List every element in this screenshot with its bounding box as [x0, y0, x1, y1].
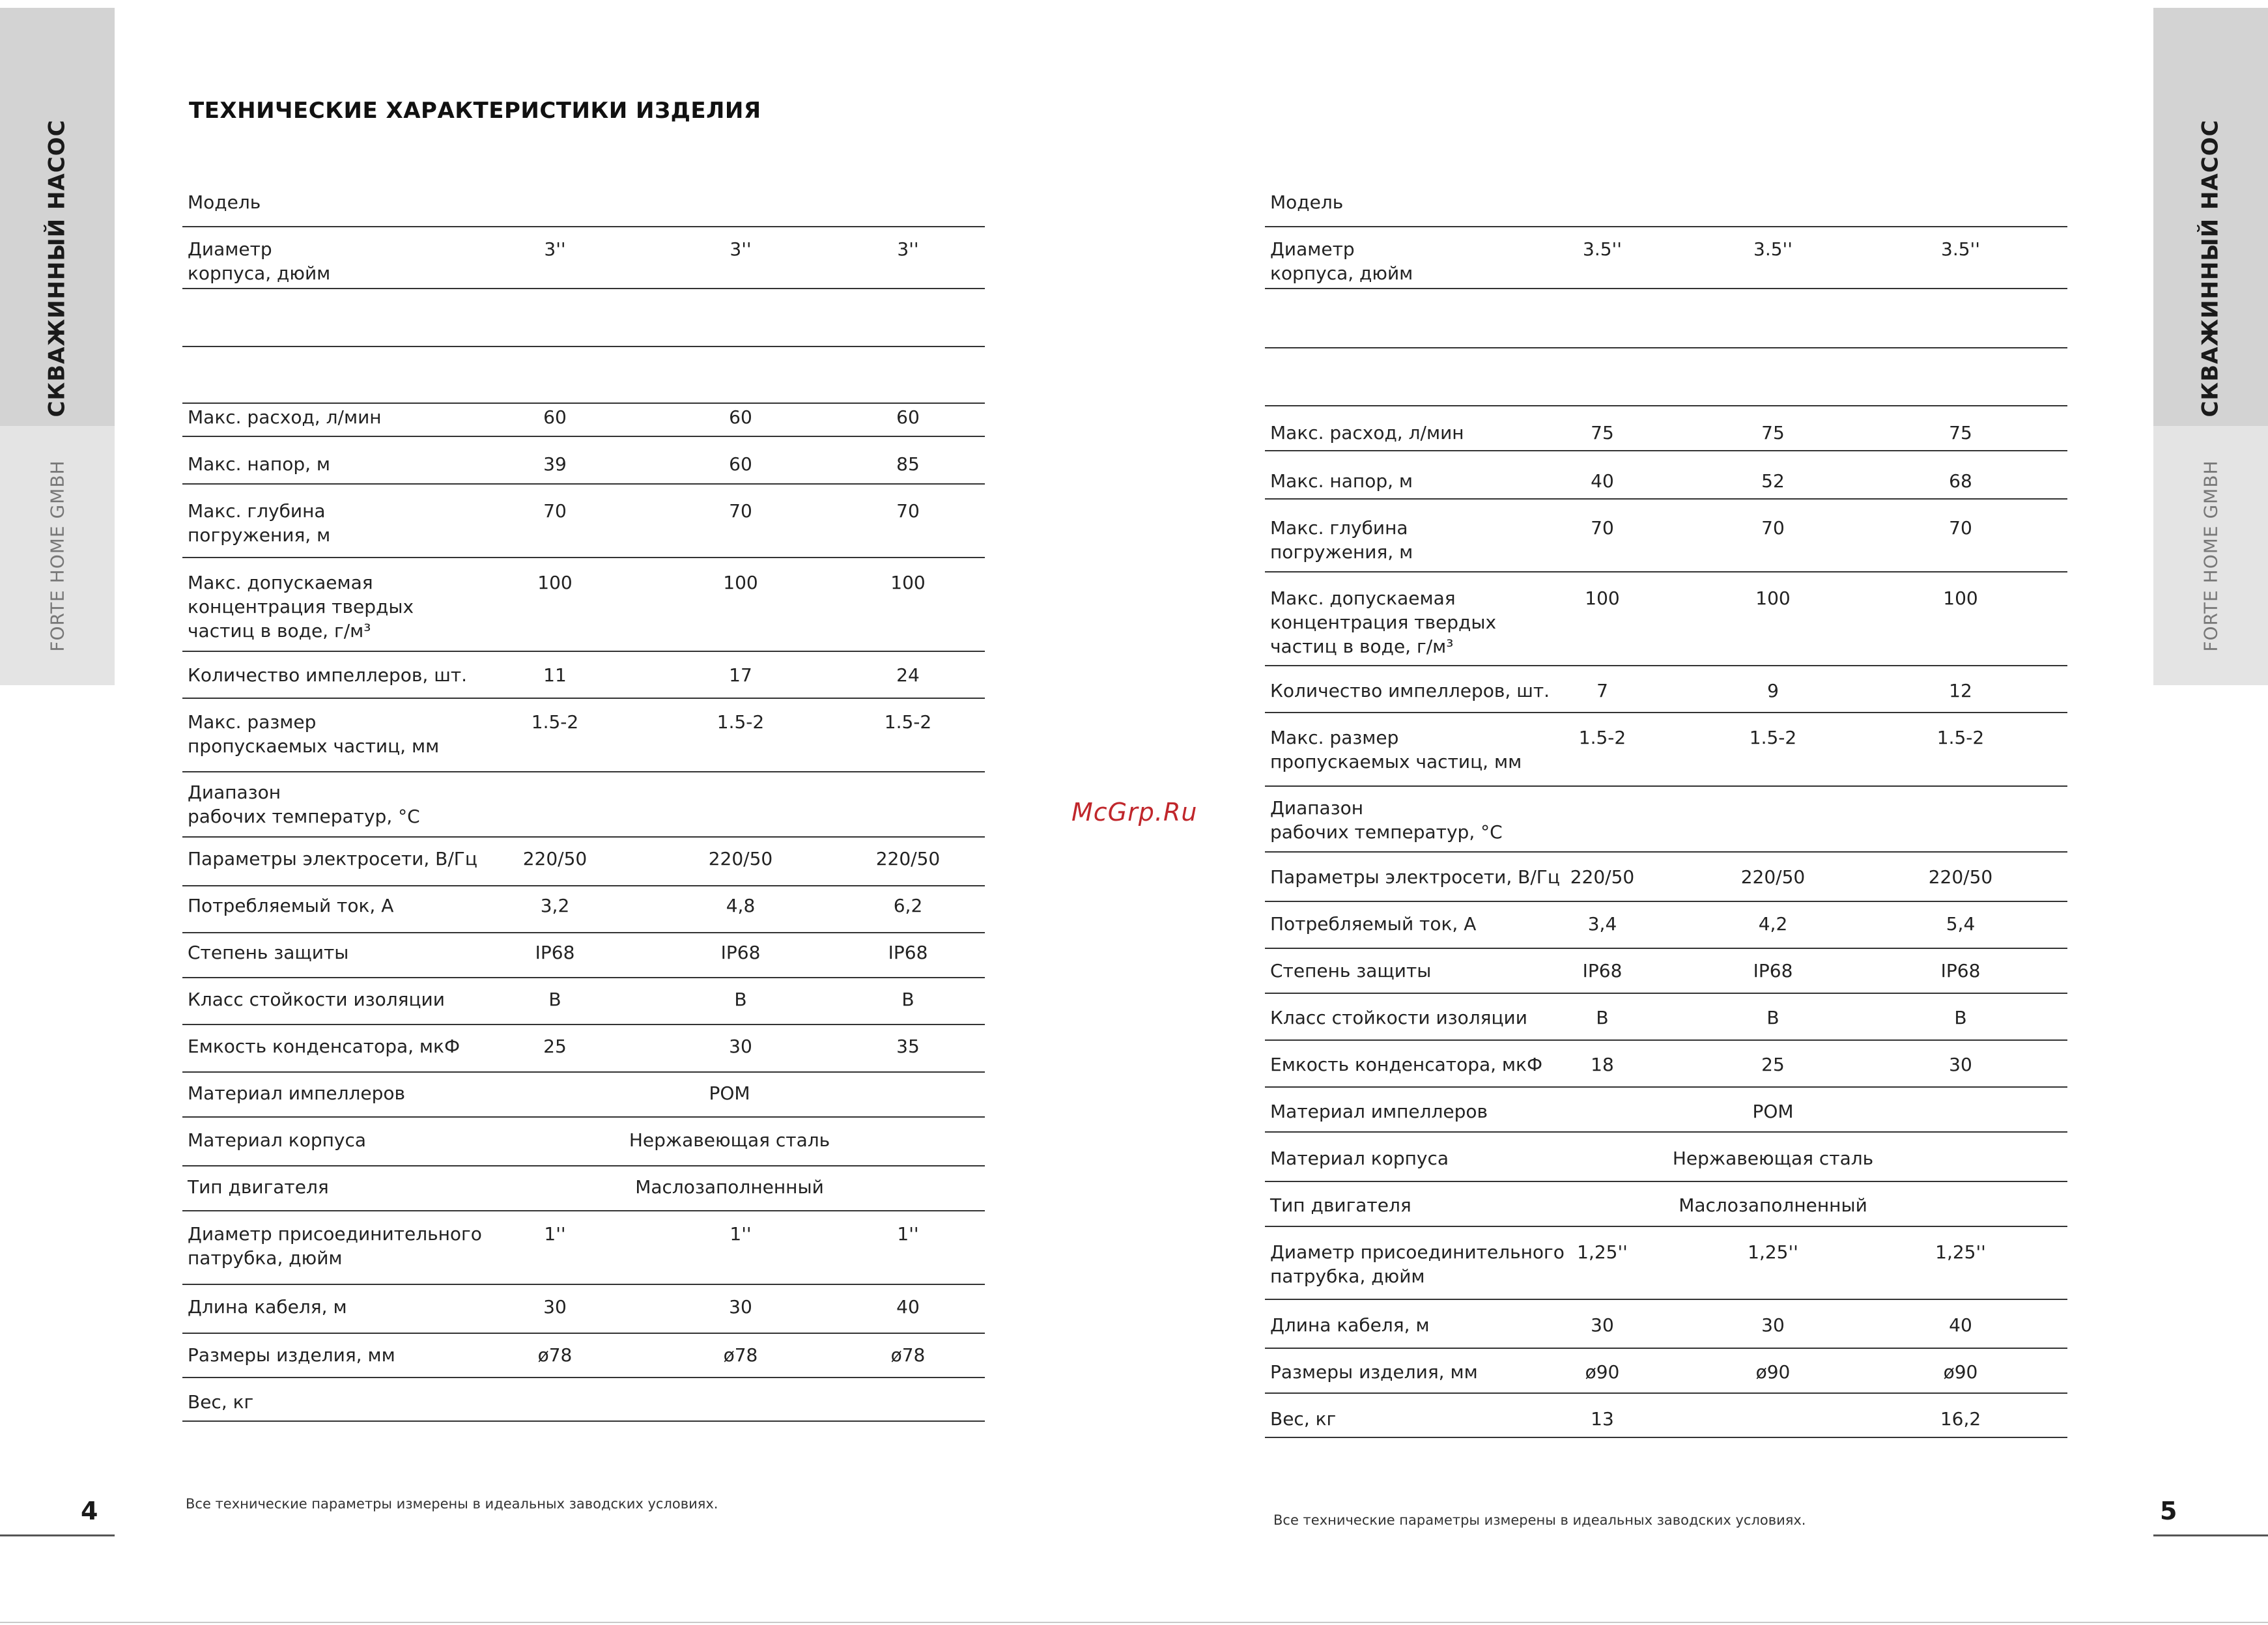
- spec-label: [1270, 586, 1496, 658]
- brand-label-right: FORTE HOME GMBH: [2200, 459, 2222, 652]
- spec-label-line: Степень защиты: [1270, 960, 1432, 982]
- spec-merged-value: Нержавеющая сталь: [629, 1129, 830, 1151]
- spec-value: 16,2: [1940, 1408, 1981, 1430]
- spec-value: IP68: [720, 942, 761, 963]
- spec-value: 75: [1949, 422, 1972, 444]
- spec-label-line: Диапазон: [1270, 797, 1364, 819]
- spec-value: 100: [537, 572, 573, 593]
- spec-value: 6,2: [893, 895, 923, 916]
- spec-value: 220/50: [708, 848, 773, 869]
- table-rule-left: [182, 1071, 985, 1073]
- spec-label-line: Тип двигателя: [188, 1176, 329, 1198]
- spec-value: 60: [729, 453, 752, 475]
- spec-label: [1270, 865, 1560, 889]
- spec-value: 25: [1761, 1054, 1785, 1075]
- spec-value: 25: [543, 1036, 567, 1057]
- spec-label-line: патрубка, дюйм: [1270, 1265, 1425, 1287]
- table-rule-left: [182, 977, 985, 978]
- spec-label-line: Диаметр: [188, 238, 272, 260]
- spec-value: 1.5-2: [884, 711, 932, 733]
- spec-label-line: Материал импеллеров: [1270, 1101, 1488, 1122]
- spec-value: 220/50: [875, 848, 941, 869]
- table-rule-left: [182, 1420, 985, 1422]
- spec-value: 70: [1761, 517, 1785, 539]
- spec-label-line: Диаметр: [1270, 238, 1355, 260]
- spec-label: [188, 1295, 347, 1319]
- table-rule-right: [1265, 571, 2067, 572]
- brand-label-left: FORTE HOME GMBH: [46, 459, 68, 652]
- spec-label: [1270, 912, 1476, 936]
- spec-label-line: концентрация твердых: [1270, 612, 1497, 633]
- spec-value: ø90: [1943, 1361, 1978, 1383]
- spec-label: [188, 1390, 253, 1414]
- table-rule-right: [1265, 901, 2067, 902]
- spec-value: B: [734, 989, 747, 1010]
- table-rule-left: [182, 288, 985, 289]
- spec-label: [188, 1081, 405, 1105]
- spec-value: 1.5-2: [1578, 727, 1626, 748]
- spec-label: [1270, 1146, 1449, 1170]
- table-rule-left: [182, 885, 985, 886]
- spec-label: [1270, 796, 1503, 844]
- spec-value: 5,4: [1946, 913, 1976, 935]
- spec-value: ø78: [890, 1344, 926, 1366]
- spec-value: 68: [1949, 470, 1972, 492]
- footnote-right: Все технические параметры измерены в идеальных заводских условиях.: [1273, 1512, 1806, 1528]
- spec-value: 52: [1761, 470, 1785, 492]
- spec-value: 1,25'': [1748, 1241, 1798, 1263]
- spec-label-line: Материал корпуса: [1270, 1148, 1449, 1169]
- spec-label: [1270, 237, 1413, 285]
- table-rule-right: [1265, 1437, 2067, 1438]
- spec-label-line: Тип двигателя: [1270, 1194, 1411, 1216]
- spec-value: 3'': [544, 238, 566, 260]
- spec-value: 35: [896, 1036, 920, 1057]
- spec-label: [188, 237, 330, 285]
- spec-value: B: [1766, 1007, 1779, 1028]
- spec-label: [188, 190, 261, 214]
- spec-value: 3'': [730, 238, 752, 260]
- table-rule-left: [182, 771, 985, 772]
- spec-merged-value: Маслозаполненный: [1679, 1194, 1867, 1216]
- table-rule-left: [182, 436, 985, 437]
- spec-label-line: Макс. допускаемая: [1270, 587, 1456, 609]
- spec-value: 3'': [897, 238, 919, 260]
- spec-label: [1270, 1006, 1527, 1030]
- spec-label: [1270, 679, 1550, 703]
- spec-label: [188, 499, 330, 547]
- table-rule-left: [182, 836, 985, 838]
- footnote-left: Все технические параметры измерены в идеальных заводских условиях.: [186, 1496, 718, 1512]
- spec-value: 70: [543, 500, 567, 522]
- spec-value: ø90: [1585, 1361, 1620, 1383]
- table-rule-right: [1265, 1392, 2067, 1394]
- spec-label: [188, 1175, 329, 1199]
- spec-value: 220/50: [1928, 866, 1993, 888]
- spec-value: 70: [1949, 517, 1972, 539]
- spec-label-line: Диаметр присоединительного: [1270, 1241, 1565, 1263]
- spec-value: 13: [1591, 1408, 1614, 1430]
- spec-value: 1'': [897, 1223, 919, 1245]
- spec-value: IP68: [888, 942, 928, 963]
- table-rule-right: [1265, 405, 2067, 406]
- spec-merged-value: Нержавеющая сталь: [1672, 1148, 1874, 1169]
- spec-label-line: погружения, м: [1270, 541, 1413, 563]
- spec-value: 1,25'': [1935, 1241, 1986, 1263]
- side-label-right: СКВАЖИННЫЙ НАСОС: [2198, 119, 2224, 417]
- spec-label: [1270, 469, 1413, 493]
- spec-value: 30: [729, 1036, 752, 1057]
- table-rule-right: [1265, 993, 2067, 994]
- bottom-rule: [0, 1622, 2268, 1623]
- spec-label-line: Макс. размер: [1270, 727, 1399, 748]
- spec-label-line: корпуса, дюйм: [188, 262, 331, 284]
- spec-value: 3.5'': [1941, 238, 1980, 260]
- spec-value: 12: [1949, 680, 1972, 701]
- table-rule-left: [182, 932, 985, 933]
- spec-label: [188, 1034, 460, 1058]
- spec-value: 1.5-2: [1749, 727, 1797, 748]
- table-rule-right: [1265, 1226, 2067, 1227]
- spec-value: 70: [729, 500, 752, 522]
- spec-label: [188, 452, 330, 476]
- spec-label: [188, 1128, 366, 1152]
- spec-label: [1270, 1407, 1336, 1431]
- spec-label: [1270, 726, 1522, 774]
- spec-merged-value: Маслозаполненный: [635, 1176, 824, 1198]
- spec-label-line: Емкость конденсатора, мкФ: [188, 1036, 461, 1057]
- spec-value: 30: [1761, 1314, 1785, 1336]
- spec-value: 1.5-2: [1936, 727, 1985, 748]
- spec-value: IP68: [1582, 960, 1623, 982]
- spec-label-line: корпуса, дюйм: [1270, 262, 1413, 284]
- spec-value: 75: [1591, 422, 1614, 444]
- table-rule-left: [182, 403, 985, 404]
- section-title: ТЕХНИЧЕСКИЕ ХАРАКТЕРИСТИКИ ИЗДЕЛИЯ: [189, 98, 761, 124]
- spec-label: [188, 1343, 395, 1367]
- spec-label: [188, 847, 477, 871]
- table-rule-right: [1265, 1348, 2067, 1349]
- spec-value: 100: [723, 572, 758, 593]
- spec-label-line: Количество импеллеров, шт.: [188, 664, 468, 686]
- spec-label-line: Степень защиты: [188, 942, 349, 963]
- table-rule-right: [1265, 1039, 2067, 1041]
- spec-value: 100: [1585, 587, 1620, 609]
- spec-label-line: погружения, м: [188, 524, 331, 546]
- table-rule-right: [1265, 1131, 2067, 1133]
- spec-value: 70: [896, 500, 920, 522]
- spec-label-line: Размеры изделия, мм: [188, 1344, 395, 1366]
- table-rule-left: [182, 1333, 985, 1334]
- spec-label: [1270, 421, 1464, 445]
- spec-value: 40: [1949, 1314, 1972, 1336]
- spec-label: [188, 663, 467, 687]
- table-rule-left: [182, 1116, 985, 1118]
- spec-value: ø78: [537, 1344, 573, 1366]
- spec-label-line: Класс стойкости изоляции: [1270, 1007, 1527, 1028]
- spec-label: [1270, 1313, 1430, 1337]
- spec-label-line: Емкость конденсатора, мкФ: [1270, 1054, 1543, 1075]
- spec-value: 17: [729, 664, 752, 686]
- table-rule-right: [1265, 948, 2067, 949]
- spec-label: [188, 987, 445, 1011]
- spec-label: [1270, 190, 1343, 214]
- spec-value: 60: [896, 406, 920, 428]
- spec-label: [1270, 516, 1413, 564]
- spec-label-line: пропускаемых частиц, мм: [188, 735, 440, 757]
- spec-value: IP68: [535, 942, 575, 963]
- spec-label-line: Макс. допускаемая: [188, 572, 373, 593]
- spec-label: [1270, 1360, 1478, 1384]
- table-rule-left: [182, 1210, 985, 1211]
- spec-value: 18: [1591, 1054, 1614, 1075]
- spec-value: 4,2: [1758, 913, 1788, 935]
- spec-label-line: Параметры электросети, В/Гц: [1270, 866, 1560, 888]
- spec-merged-value: POM: [709, 1082, 750, 1104]
- spec-label-line: Макс. размер: [188, 711, 317, 733]
- table-rule-right: [1265, 226, 2067, 227]
- table-rule-left: [182, 226, 985, 227]
- spec-label: [1270, 1053, 1542, 1077]
- table-rule-left: [182, 483, 985, 485]
- table-rule-right: [1265, 665, 2067, 666]
- spec-value: 4,8: [726, 895, 756, 916]
- spec-label-line: Длина кабеля, м: [188, 1296, 347, 1318]
- spec-value: 11: [543, 664, 567, 686]
- table-rule-right: [1265, 851, 2067, 853]
- spec-value: 1'': [544, 1223, 566, 1245]
- spec-label-line: Вес, кг: [1270, 1408, 1337, 1430]
- spec-label-line: Потребляемый ток, А: [188, 895, 394, 916]
- spec-label-line: Диапазон: [188, 782, 281, 803]
- table-rule-left: [182, 557, 985, 558]
- table-rule-right: [1265, 288, 2067, 289]
- spec-label-line: Класс стойкости изоляции: [188, 989, 445, 1010]
- spec-label: [188, 780, 420, 828]
- spec-value: 40: [896, 1296, 920, 1318]
- spec-label: [188, 405, 382, 429]
- spec-label: [188, 1222, 482, 1270]
- spec-table-left: [182, 0, 985, 1625]
- table-rule-right: [1265, 450, 2067, 451]
- table-rule-right: [1265, 1086, 2067, 1088]
- page-rule-right: [2153, 1534, 2268, 1536]
- spec-label-line: Материал импеллеров: [188, 1082, 406, 1104]
- table-rule-right: [1265, 347, 2067, 348]
- spec-value: 3.5'': [1583, 238, 1622, 260]
- spec-value: 100: [1755, 587, 1791, 609]
- spec-value: IP68: [1753, 960, 1793, 982]
- spec-label-line: Модель: [188, 191, 261, 213]
- spec-value: 220/50: [1740, 866, 1806, 888]
- spec-value: 100: [1943, 587, 1978, 609]
- spec-label-line: рабочих температур, °С: [188, 806, 420, 827]
- spec-label-line: Материал корпуса: [188, 1129, 367, 1151]
- spec-label-line: патрубка, дюйм: [188, 1247, 343, 1269]
- spec-value: 70: [1591, 517, 1614, 539]
- spec-label-line: Макс. глубина: [1270, 517, 1408, 539]
- spec-value: 3,4: [1587, 913, 1617, 935]
- spec-value: 3,2: [540, 895, 570, 916]
- table-rule-left: [182, 1284, 985, 1285]
- spec-value: 30: [1591, 1314, 1614, 1336]
- spec-value: 60: [729, 406, 752, 428]
- spec-value: B: [1954, 1007, 1967, 1028]
- page-rule-left: [0, 1534, 115, 1536]
- spec-label: [188, 571, 414, 643]
- page-number-left: 4: [81, 1497, 98, 1525]
- spec-value: 75: [1761, 422, 1785, 444]
- spec-label: [1270, 1193, 1411, 1217]
- spec-label-line: Параметры электросети, В/Гц: [188, 848, 477, 869]
- spec-value: 1,25'': [1577, 1241, 1628, 1263]
- spec-value: 1.5-2: [531, 711, 579, 733]
- spec-label: [188, 940, 348, 965]
- watermark: McGrp.Ru: [1071, 798, 1198, 827]
- spec-value: IP68: [1940, 960, 1981, 982]
- spec-value: 7: [1596, 680, 1608, 701]
- table-rule-right: [1265, 712, 2067, 713]
- spec-label-line: Макс. напор, м: [188, 453, 331, 475]
- table-rule-left: [182, 1024, 985, 1025]
- spec-value: 60: [543, 406, 567, 428]
- spec-label-line: пропускаемых частиц, мм: [1270, 751, 1522, 772]
- spec-table-right: [1265, 0, 2067, 1625]
- spec-value: 30: [1949, 1054, 1972, 1075]
- spec-value: 40: [1591, 470, 1614, 492]
- table-rule-right: [1265, 785, 2067, 787]
- spec-label: [188, 710, 439, 758]
- spec-label: [188, 894, 393, 918]
- spec-value: 220/50: [522, 848, 588, 869]
- spec-label-line: Макс. расход, л/мин: [1270, 422, 1464, 444]
- table-rule-left: [182, 346, 985, 347]
- table-rule-left: [182, 698, 985, 699]
- spec-value: 100: [890, 572, 926, 593]
- spec-value: 220/50: [1570, 866, 1635, 888]
- spec-label-line: Вес, кг: [188, 1391, 254, 1413]
- spec-label: [1270, 1099, 1488, 1123]
- spec-label-line: рабочих температур, °С: [1270, 821, 1503, 843]
- spec-label-line: Диаметр присоединительного: [188, 1223, 482, 1245]
- spec-value: 30: [729, 1296, 752, 1318]
- spec-value: 1.5-2: [716, 711, 765, 733]
- spec-value: B: [548, 989, 561, 1010]
- spec-value: 39: [543, 453, 567, 475]
- spec-label: [1270, 1240, 1565, 1288]
- spec-value: ø90: [1755, 1361, 1791, 1383]
- spec-label-line: Макс. глубина: [188, 500, 326, 522]
- spec-label-line: Длина кабеля, м: [1270, 1314, 1430, 1336]
- spec-value: 30: [543, 1296, 567, 1318]
- spec-merged-value: POM: [1752, 1101, 1794, 1122]
- spec-label: [1270, 959, 1431, 983]
- spec-value: 3.5'': [1753, 238, 1793, 260]
- table-rule-right: [1265, 498, 2067, 500]
- spec-label-line: Макс. расход, л/мин: [188, 406, 382, 428]
- spec-value: ø78: [723, 1344, 758, 1366]
- table-rule-left: [182, 651, 985, 652]
- spec-label-line: концентрация твердых: [188, 596, 414, 617]
- spec-value: B: [901, 989, 914, 1010]
- spec-label-line: Размеры изделия, мм: [1270, 1361, 1478, 1383]
- table-rule-left: [182, 1377, 985, 1378]
- table-rule-left: [182, 1165, 985, 1166]
- spec-label-line: Макс. напор, м: [1270, 470, 1413, 492]
- page-number-right: 5: [2160, 1497, 2177, 1525]
- side-label-left: СКВАЖИННЫЙ НАСОС: [44, 119, 70, 417]
- spec-label-line: частиц в воде, г/м³: [1270, 636, 1454, 657]
- table-rule-right: [1265, 1181, 2067, 1182]
- spec-value: 9: [1767, 680, 1779, 701]
- spec-label-line: Потребляемый ток, А: [1270, 913, 1477, 935]
- spec-value: B: [1596, 1007, 1609, 1028]
- spec-label-line: Количество импеллеров, шт.: [1270, 680, 1550, 701]
- spec-label-line: Модель: [1270, 191, 1344, 213]
- spec-label-line: частиц в воде, г/м³: [188, 620, 371, 642]
- spec-value: 24: [896, 664, 920, 686]
- spec-value: 85: [896, 453, 920, 475]
- spec-value: 1'': [730, 1223, 752, 1245]
- table-rule-right: [1265, 1299, 2067, 1300]
